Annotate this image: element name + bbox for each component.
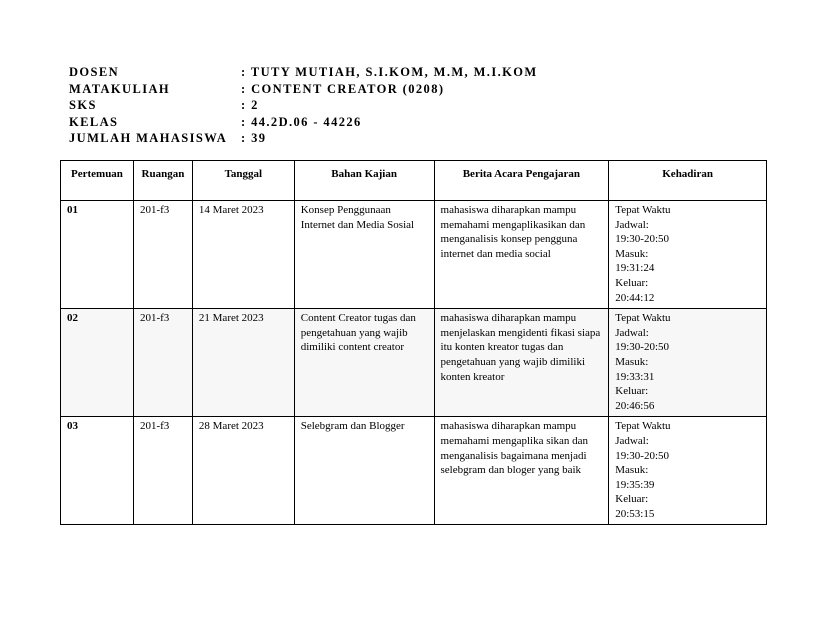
header-row-matakuliah	[69, 81, 538, 98]
schedule-label: Jadwal:	[615, 434, 649, 447]
cell-pertemuan: 02	[61, 309, 134, 417]
col-header-berita-acara: Berita Acara Pengajaran	[434, 161, 609, 201]
cell-pertemuan: 01	[61, 201, 134, 309]
cell-ruangan: 201-f3	[133, 309, 192, 417]
course-header	[69, 64, 538, 147]
check-out-label: Keluar:	[615, 276, 649, 289]
matakuliah-label: MATAKULIAH	[69, 81, 171, 96]
jumlah-mahasiswa-value: : 39	[241, 131, 267, 145]
cell-ruangan: 201-f3	[133, 201, 192, 309]
cell-berita-acara: mahasiswa diharapkan mampu memahami mengaplikasikan dan menganalisis konsep pengguna internet dan media social	[434, 201, 609, 309]
cell-ruangan: 201-f3	[133, 417, 192, 525]
header-row-sks	[69, 97, 538, 114]
dosen-label: DOSEN	[69, 65, 120, 79]
header-row-dosen	[69, 64, 538, 81]
cell-bahan-kajian: Content Creator tugas dan pengetahuan yang wajib dimiliki content creator	[294, 309, 434, 417]
col-header-pertemuan: Pertemuan	[61, 161, 134, 201]
check-out-value: 20:53:15	[615, 507, 655, 520]
col-header-ruangan: Ruangan	[133, 161, 192, 201]
check-in-label: Masuk:	[615, 247, 649, 260]
attendance-status: Tepat Waktu	[615, 204, 671, 216]
cell-bahan-kajian: Konsep Penggunaan Internet dan Media Sosial	[294, 201, 434, 309]
schedule-value: 19:30-20:50	[615, 341, 670, 354]
header-row-kelas	[69, 114, 538, 131]
check-out-value: 20:46:56	[615, 399, 655, 412]
dosen-value: : TUTY MUTIAH, S.I.KOM, M.M, M.I.KOM	[241, 65, 538, 79]
teaching-report-table	[60, 160, 767, 525]
cell-tanggal: 14 Maret 2023	[192, 201, 294, 309]
cell-pertemuan: 03	[61, 417, 134, 525]
check-in-value: 19:31:24	[615, 262, 655, 275]
attendance-status: Tepat Waktu	[615, 420, 671, 433]
col-header-kehadiran: Kehadiran	[609, 161, 767, 201]
cell-berita-acara: mahasiswa diharapkan mampu memahami mengaplika sikan dan menganalisis bagaimana menjadi selebgram dan bloger yang baik	[434, 417, 609, 525]
check-out-label: Keluar:	[615, 385, 649, 398]
check-in-label: Masuk:	[615, 355, 649, 368]
schedule-label: Jadwal:	[615, 326, 649, 339]
cell-kehadiran	[609, 309, 767, 417]
check-out-label: Keluar:	[615, 493, 649, 506]
attendance-status: Tepat Waktu	[615, 312, 671, 325]
cell-tanggal: 28 Maret 2023	[192, 417, 294, 525]
table-row	[61, 417, 767, 525]
check-out-value: 20:44:12	[615, 291, 655, 304]
cell-berita-acara: mahasiswa diharapkan mampu menjelaskan mengidenti fikasi siapa itu konten kreator tugas dan pengetahuan yang wajib dimiliki konten kreator	[434, 309, 609, 417]
col-header-tanggal: Tanggal	[192, 161, 294, 201]
kelas-value: : 44.2D.06 - 44226	[241, 114, 362, 129]
sks-value: : 2	[241, 98, 259, 112]
cell-tanggal: 21 Maret 2023	[192, 309, 294, 417]
check-in-value: 19:35:39	[615, 478, 655, 491]
cell-kehadiran	[609, 417, 767, 525]
check-in-label: Masuk:	[615, 464, 649, 477]
cell-kehadiran	[609, 201, 767, 309]
schedule-value: 19:30-20:50	[615, 233, 670, 246]
kelas-label: KELAS	[69, 114, 119, 129]
table-row	[61, 309, 767, 417]
sks-label: SKS	[69, 98, 97, 112]
col-header-bahan-kajian: Bahan Kajian	[294, 161, 434, 201]
check-in-value: 19:33:31	[615, 370, 655, 383]
table-row	[61, 201, 767, 309]
schedule-label: Jadwal:	[615, 218, 649, 231]
table-header-row	[61, 161, 767, 201]
schedule-value: 19:30-20:50	[615, 449, 670, 462]
jumlah-mahasiswa-label: JUMLAH MAHASISWA	[69, 131, 228, 145]
header-row-jumlah-mahasiswa	[69, 130, 538, 147]
matakuliah-value: : CONTENT CREATOR (0208)	[241, 81, 445, 96]
cell-bahan-kajian: Selebgram dan Blogger	[294, 417, 434, 525]
